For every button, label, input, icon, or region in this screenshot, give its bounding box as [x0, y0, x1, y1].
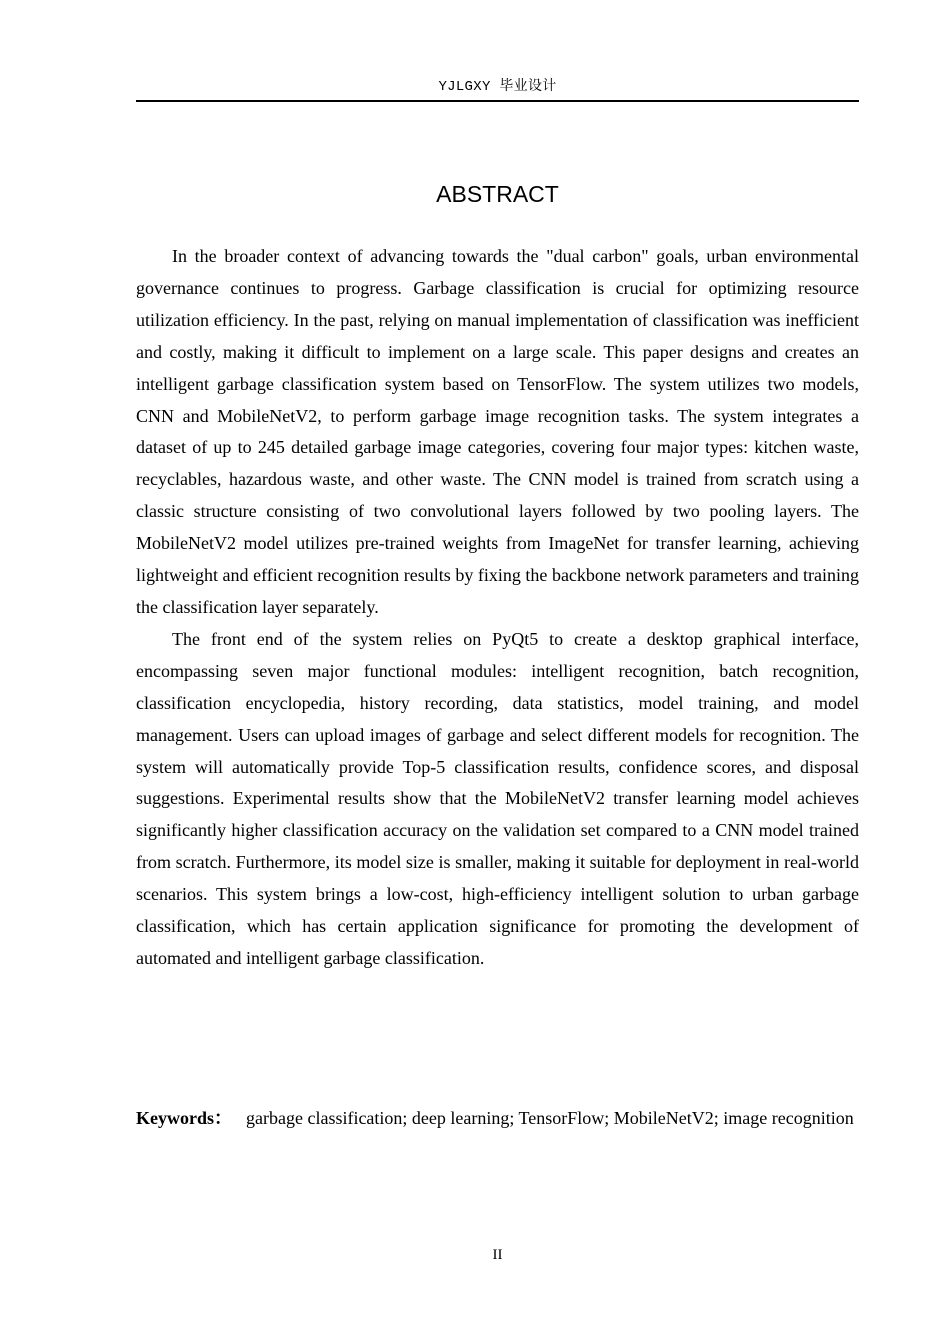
keywords-line	[136, 1102, 859, 1134]
page-header: YJLGXY 毕业设计	[438, 79, 557, 95]
keywords-text: garbage classification; deep learning; TensorFlow; MobileNetV2; image recognition	[246, 1108, 854, 1128]
abstract-title: ABSTRACT	[436, 181, 559, 207]
abstract-body	[136, 241, 859, 975]
header-rule	[136, 100, 859, 102]
keywords-label: Keywords	[136, 1108, 214, 1128]
keywords-separator: ：	[214, 1108, 232, 1128]
abstract-paragraph-2: The front end of the system relies on PyQt5 to create a desktop graphical interface, encompassing seven major functional modules: intelligent recognition, batch recognition, classification encyclopedia, history recording, data statistics, model training, and model management. Users can upload images of garbage and select different models for recognition. The system will automatically provide Top-5 classification results, confidence scores, and disposal suggestions. Experimental results show that the MobileNetV2 transfer learning model achieves significantly higher classification accuracy on the validation set compared to a CNN model trained from scratch. Furthermore, its model size is smaller, making it suitable for deployment in real-world scenarios. This system brings a low-cost, high-efficiency intelligent solution to urban garbage classification, which has certain application significance for promoting the development of automated and intelligent garbage classification.	[136, 628, 859, 968]
abstract-paragraph-1: In the broader context of advancing towards the "dual carbon" goals, urban environmental governance continues to progress. Garbage classification is crucial for optimizing resource utilization efficiency. In the past, relying on manual implementation of classification was inefficient and costly, making it difficult to implement on a large scale. This paper designs and creates an intelligent garbage classification system based on TensorFlow. The system utilizes two models, CNN and MobileNetV2, to perform garbage image recognition tasks. The system integrates a dataset of up to 245 detailed garbage image categories, covering four major types: kitchen waste, recyclables, hazardous waste, and other waste. The CNN model is trained from scratch using a classic structure consisting of two convolutional layers followed by two pooling layers. The MobileNetV2 model utilizes pre-trained weights from ImageNet for transfer learning, achieving lightweight and efficient recognition results by fixing the backbone network parameters and training the classification layer separately.	[136, 246, 859, 617]
page-number: II	[492, 1247, 503, 1263]
